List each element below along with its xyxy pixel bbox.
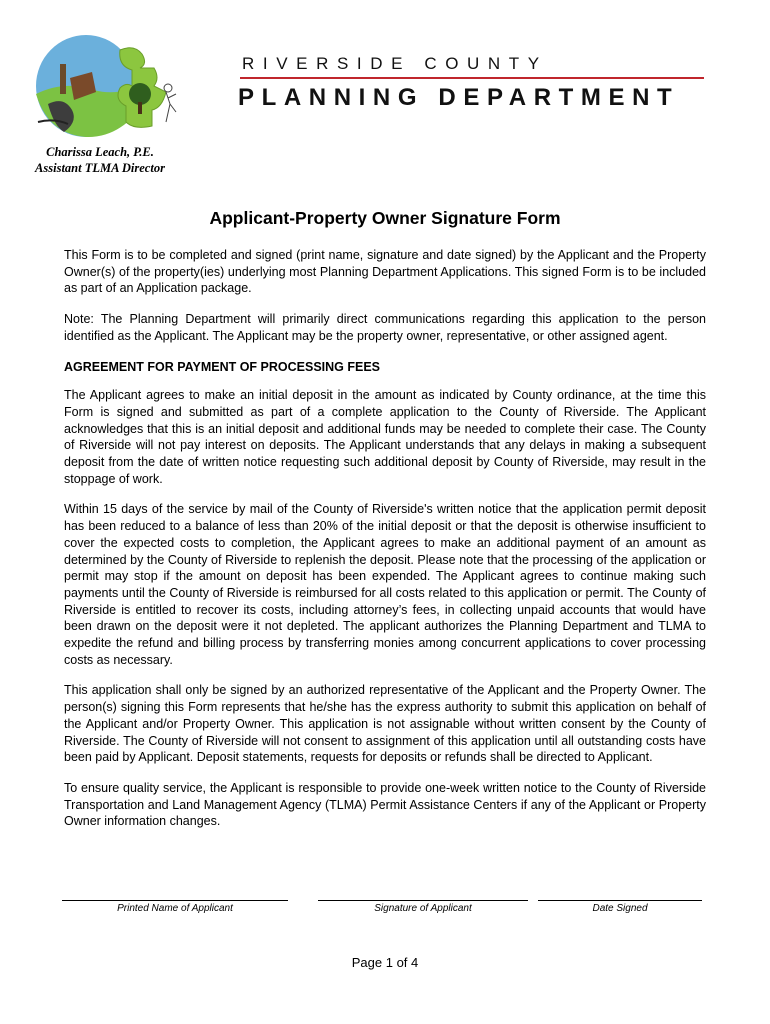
signature-line[interactable]: Signature of Applicant (318, 900, 528, 914)
note-paragraph: Note: The Planning Department will primarily direct communications regarding this application to the person identified as the Applicant. The Applicant may be the property owner, representative, or other assigned agent. (64, 312, 706, 343)
page-number: Page 1 of 4 (351, 955, 419, 970)
county-name: RIVERSIDE COUNTY (242, 54, 548, 73)
form-body (64, 247, 706, 844)
director-name: Charissa Leach, P.E. (46, 145, 154, 159)
intro-paragraph: This Form is to be completed and signed (print name, signature and date signed) by the Applicant and the Property Owner(s) of the property(ies) underlying most Planning Department Applications. This signed Form is to be included as part of an Application package. (64, 248, 706, 296)
deposit-paragraph: The Applicant agrees to make an initial deposit in the amount as indicated by County ordinance, at the time this Form is signed and submitted as part of a complete application to the County of Riverside. The Applicant acknowledges that this is an initial deposit and additional funds may be needed to complete their case. The County of Riverside will not pay interest on deposits. The Applicant understands that any delays in making a subsequent deposit from the date of written notice requesting such additional deposit by County of Riverside, may result in the stoppage of work. (64, 388, 706, 486)
form-title: Applicant-Property Owner Signature Form (209, 208, 561, 228)
header-divider (240, 77, 704, 79)
date-signed-line[interactable]: Date Signed (538, 900, 702, 914)
department-name: PLANNING DEPARTMENT (238, 84, 680, 111)
county-planning-logo (34, 34, 184, 138)
authorization-paragraph: This application shall only be signed by an authorized representative of the Applicant and the Property Owner. The person(s) signing this Form represents that he/she has the express authority to submit this application on behalf of the Applicant and/or Property Owner. This application is not assignable without written consent by the County of Riverside. The County of Riverside will not consent to assignment of this application until all outstanding costs have been paid by Applicant. Deposit statements, requests for deposits or refunds shall be directed to Applicant. (64, 683, 706, 765)
puzzle-landscape-icon (34, 34, 184, 138)
replenish-paragraph: Within 15 days of the service by mail of the County of Riverside's written notice that the application permit deposit has been reduced to a balance of less than 20% of the initial deposit or that the deposit is otherwise insufficient to cover the expected costs to completion, the Applicant agrees to make an additional payment of an amount as determined by the County of Riverside to replenish the deposit. Please note that the processing of the application or permit may stop if the amount on deposit has been expended. The Applicant agrees to continue making such payments until the County of Riverside is reimbursed for all costs related to this application or permit. The County of Riverside is entitled to recover its costs, including attorney’s fees, in collecting unpaid accounts that would have been drawn on the deposit were it not depleted. The applicant authorizes the Planning Department and TLMA to expedite the refund and billing process by transferring monies among concurrent applications to cover processing costs as necessary. (64, 502, 706, 667)
director-block (22, 144, 178, 176)
director-title: Assistant TLMA Director (35, 161, 165, 175)
notice-paragraph: To ensure quality service, the Applicant is responsible to provide one-week written notice to the County of Riverside Transportation and Land Management Agency (TLMA) Permit Assistance Centers if any of the Applicant or Property Owner information changes. (64, 780, 706, 829)
agreement-heading: AGREEMENT FOR PAYMENT OF PROCESSING FEES (64, 359, 381, 374)
printed-name-line[interactable]: Printed Name of Applicant (62, 900, 288, 914)
